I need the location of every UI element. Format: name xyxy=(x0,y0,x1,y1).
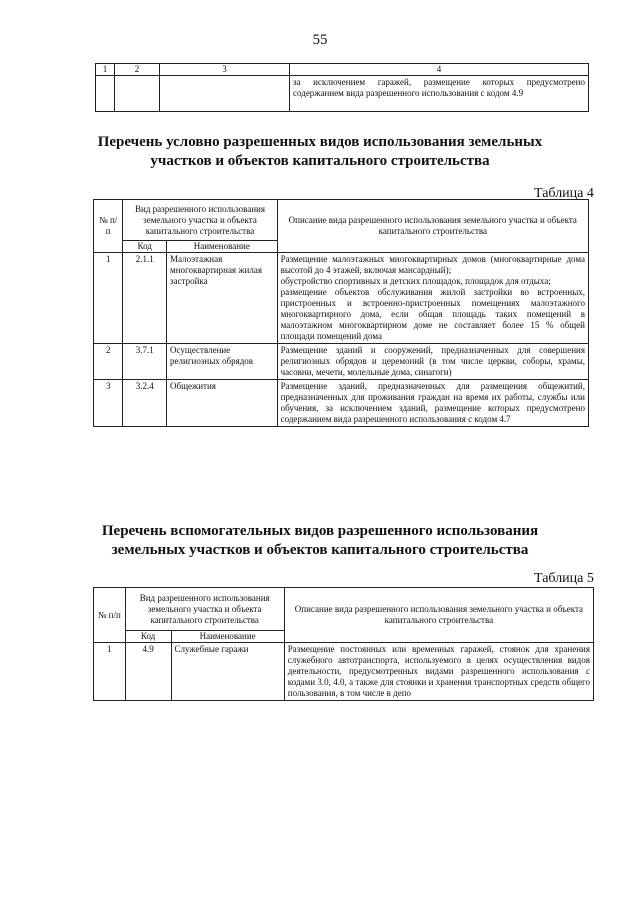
desc-paragraph: размещение объектов обслуживания жилой застройки во встроенных, пристроенных и встроенно-пристроенных помещениях малоэтажного многоквартирного дома, если общая площадь таких помещений в малоэтажном многоквартирном доме не составляет более 15 % общей площади помещений дома xyxy=(280,287,585,341)
desc-paragraph: обустройство спортивных и детских площадок, площадок для отдыха; xyxy=(280,276,551,286)
header-cell: 4 xyxy=(290,64,589,76)
header-kind: Вид разрешенного использования земельного участка и объекта капитального строительства xyxy=(125,588,284,631)
header-num: № п/п xyxy=(94,200,123,253)
page-number: 55 xyxy=(312,32,328,48)
header-cell: 2 xyxy=(115,64,160,76)
row-code: 3.7.1 xyxy=(123,344,167,380)
table-header-row xyxy=(94,200,589,241)
table-5 xyxy=(93,587,594,701)
row-desc: Размещение постоянных или временных гаражей, стоянок для хранения служебного автотранспорта, используемого в целях осуществления видов деятельности, предусмотренных видами разрешенного использования с кодами 3.0, 4.0, а также для стоянки и хранения транспортных средств общего пользования, в том числе в депо xyxy=(284,643,593,701)
table-row xyxy=(94,344,589,380)
header-desc: Описание вида разрешенного использования земельного участка и объекта капитального строительства xyxy=(284,588,593,643)
table-row xyxy=(94,643,594,701)
desc-paragraph: Размещение малоэтажных многоквартирных домов (многоквартирные дома высотой до 4 этажей, включая мансардный); xyxy=(280,254,585,275)
table-cell xyxy=(160,76,290,112)
table-label: Таблица 4 xyxy=(534,186,594,201)
table-row xyxy=(94,380,589,427)
row-desc: Размещение зданий, предназначенных для размещения общежитий, предназначенных для проживания граждан на время их работы, службы или обучения, за исключением зданий, размещение которых предусмотрено содержанием вида разрешенного использования с кодом 4.7 xyxy=(277,380,588,427)
row-name: Общежития xyxy=(167,380,278,427)
row-desc xyxy=(277,253,588,344)
table-cell xyxy=(96,76,115,112)
header-cell: 1 xyxy=(96,64,115,76)
table-row xyxy=(96,76,589,112)
table-cell xyxy=(115,76,160,112)
row-num: 2 xyxy=(94,344,123,380)
header-code: Код xyxy=(125,631,171,643)
description-cell: за исключением гаражей, размещение которых предусмотрено содержанием вида разрешенного использования с кодом 4.9 xyxy=(290,76,589,112)
header-num: № п/п xyxy=(94,588,126,643)
header-kind: Вид разрешенного использования земельного участка и объекта капитального строительства xyxy=(123,200,277,241)
row-num: 1 xyxy=(94,643,126,701)
header-name: Наименование xyxy=(171,631,284,643)
section-title-line: Перечень условно разрешенных видов использования земельных xyxy=(97,134,543,150)
table-4 xyxy=(93,199,589,427)
section-title-auxiliary xyxy=(0,522,640,560)
header-name: Наименование xyxy=(167,241,278,253)
section-title-conditional xyxy=(0,133,640,171)
row-name: Служебные гаражи xyxy=(171,643,284,701)
row-name: Малоэтажная многоквартирная жилая застройка xyxy=(167,253,278,344)
table-header-row xyxy=(94,588,594,631)
section-title-line: участков и объектов капитального строительства xyxy=(150,153,490,169)
row-code: 2.1.1 xyxy=(123,253,167,344)
table-header-row xyxy=(96,64,589,76)
continued-table xyxy=(95,63,589,112)
row-num: 1 xyxy=(94,253,123,344)
row-code: 3.2.4 xyxy=(123,380,167,427)
section-title-line: Перечень вспомогательных видов разрешенного использования xyxy=(101,523,539,539)
header-desc: Описание вида разрешенного использования земельного участка и объекта капитального строительства xyxy=(277,200,588,253)
section-title-line: земельных участков и объектов капитального строительства xyxy=(111,542,529,558)
row-code: 4.9 xyxy=(125,643,171,701)
row-name: Осуществление религиозных обрядов xyxy=(167,344,278,380)
header-cell: 3 xyxy=(160,64,290,76)
table-label: Таблица 5 xyxy=(534,571,594,586)
table-row xyxy=(94,253,589,344)
row-num: 3 xyxy=(94,380,123,427)
row-desc: Размещение зданий и сооружений, предназначенных для совершения религиозных обрядов и церемоний (в том числе церкви, соборы, храмы, часовни, мечети, молельные дома, синагоги) xyxy=(277,344,588,380)
header-code: Код xyxy=(123,241,167,253)
